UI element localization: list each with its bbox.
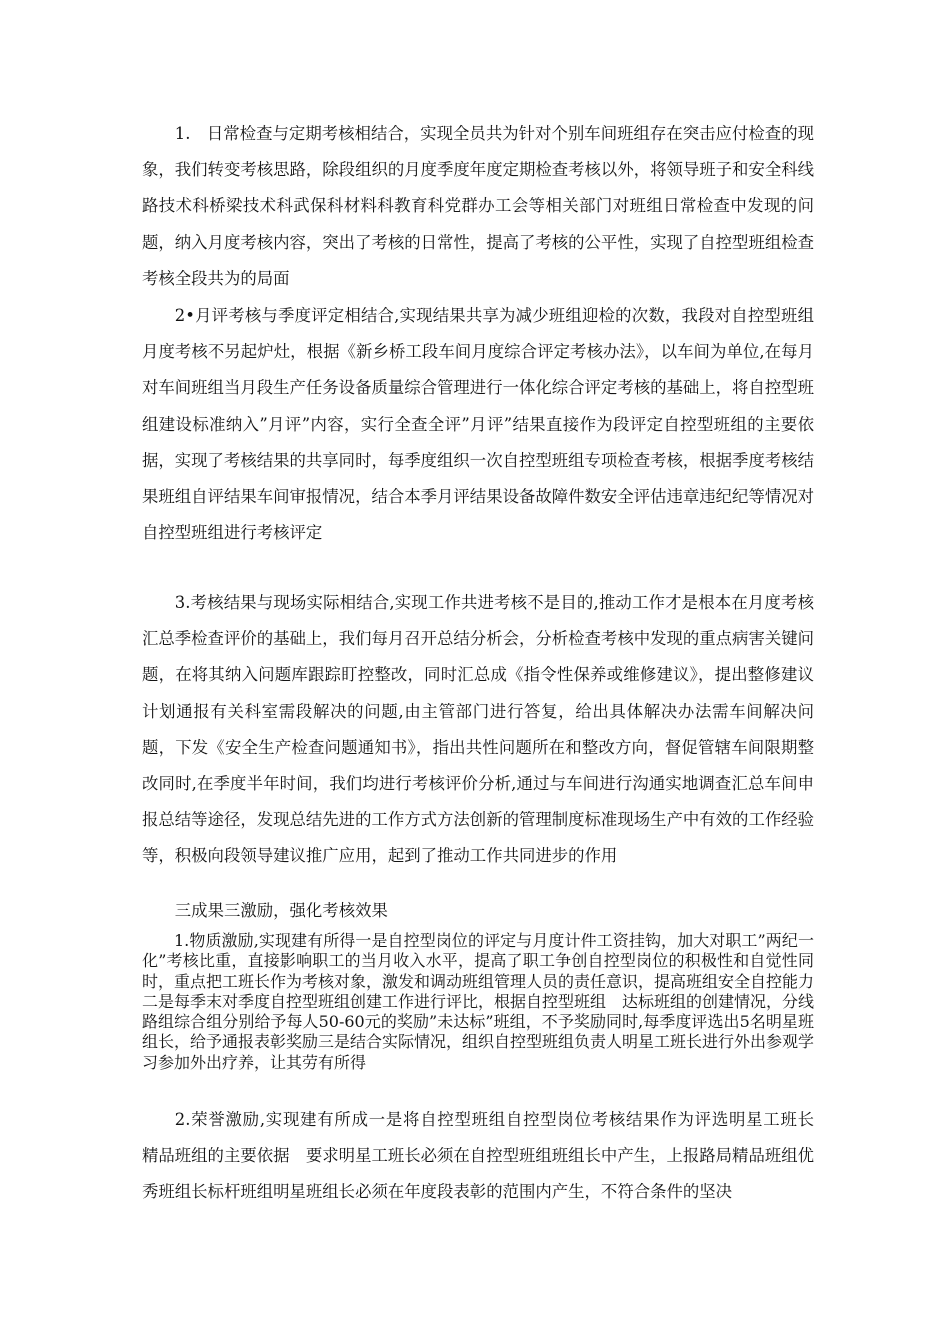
paragraph-monthly-review: 2•月评考核与季度评定相结合,实现结果共享为减少班组迎检的次数，我段对自控型班组月度考核不另起炉灶，根据《新乡桥工段车间月度综合评定考核办法》，以车间为单位,在每月对车间班组当月段生产任务设备质量综合管理进行一体化综合评定考核的基础上，将自控型班组建设标准纳入”月评”内容，实行全查全评”月评”结果直接作为段评定自控型班组的主要依据，实现了考核结果的共享同时，每季度组织一次自控型班组专项检查考核，根据季度考核结果班组自评结果车间审报情况，结合本季月评结果设备故障件数安全评估违章违纪纪等情况对自控型班组进行考核评定 xyxy=(142,306,815,543)
paragraph-material-incentive: 1.物质激励,实现建有所得一是自控型岗位的评定与月度计件工资挂钩，加大对职工”两纪一化”考核比重，直接影响职工的当月收入水平，提高了职工争创自控型岗位的积极性和自觉性同时，重点把工班长作为考核对象，激发和调动班组管理人员的责任意识，提高班组安全自控能力二是每季末对季度自控型班组创建工作进行评比，根据自控型班组 达标班组的创建情况，分线路组综合组分别给予每人50-60元的奖励”未达标”班组，不予奖励同时,每季度评选出5名明星班组长，给予通报表彰奖励三是结合实际情况，组织自控型班组负责人明星工班长进行外出参观学习参加外出疗养，让其劳有所得 xyxy=(142,931,815,1072)
paragraph-daily-inspection: 1. 日常检查与定期考核相结合，实现全员共为针对个别车间班组存在突击应付检查的现象，我们转变考核思路，除段组织的月度季度年度定期检查考核以外，将领导班子和安全科线路技术科桥梁技术科武保科材料科教育科党群办工会等相关部门对班组日常检查中发现的问题，纳入月度考核内容，突出了考核的日常性，提高了考核的公平性，实现了自控型班组检查考核全段共为的局面 xyxy=(142,124,815,288)
paragraph-honor-incentive: 2.荣誉激励,实现建有所成一是将自控型班组自控型岗位考核结果作为评选明星工班长 精品班组的主要依据 要求明星工班长必须在自控型班组班组长中产生，上报路局精品班组优秀班组长标杆班组明星班组长必须在年度段表彰的范围内产生，不符合条件的坚决 xyxy=(142,1110,831,1202)
section-heading-incentives: 三成果三激励，强化考核效果 xyxy=(174,901,388,920)
paragraph-results-practice: 3.考核结果与现场实际相结合,实现工作共进考核不是目的,推动工作才是根本在月度考核汇总季检查评价的基础上，我们每月召开总结分析会，分析检查考核中发现的重点病害关键问题，在将其纳入问题库跟踪盯控整改，同时汇总成《指令性保养或维修建议》，提出整修建议计划通报有关科室需段解决的问题,由主管部门进行答复，给出具体解决办法需车间解决问题，下发《安全生产检查问题通知书》，指出共性问题所在和整改方向，督促管辖车间限期整改同时,在季度半年时间，我们均进行考核评价分析,通过与车间进行沟通实地调查汇总车间申报总结等途径，发现总结先进的工作方式方法创新的管理制度标准现场生产中有效的工作经验等，积极向段领导建议推广应用，起到了推动工作共同进步的作用 xyxy=(142,593,815,866)
